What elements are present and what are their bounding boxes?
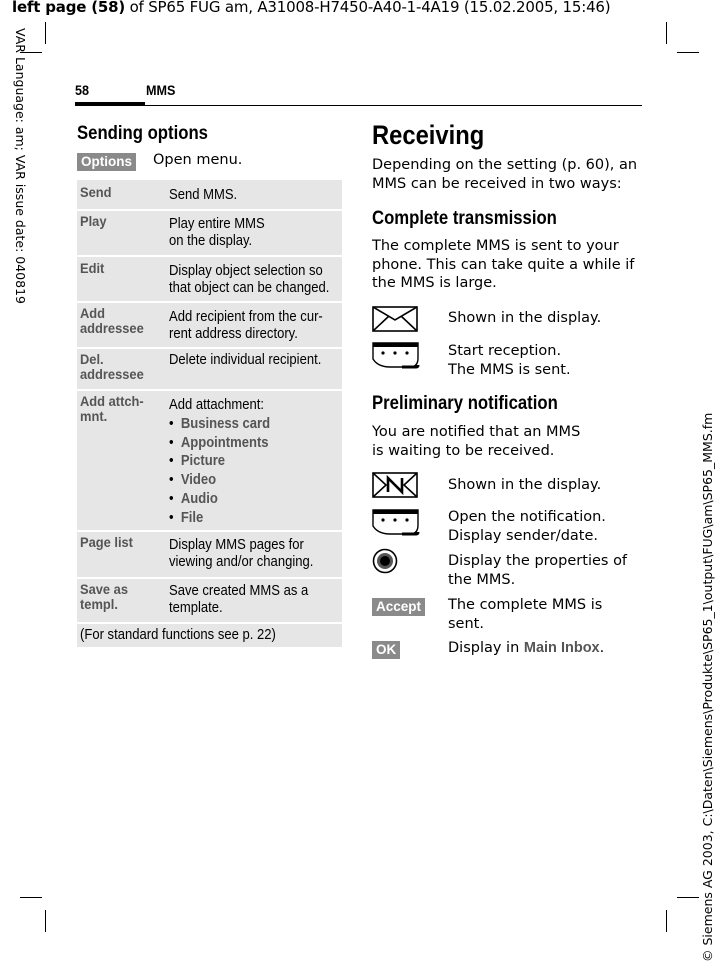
preliminary-item-3-text: Display the properties of the MMS. xyxy=(448,553,628,588)
row-description: Play entire MMS on the display. xyxy=(169,216,265,249)
table-row xyxy=(77,257,342,301)
table-row xyxy=(77,180,342,209)
row-description: Display object selection so that object can be changed. xyxy=(169,263,330,296)
bullet-item: • Picture xyxy=(169,453,226,470)
crop-mark xyxy=(666,22,667,44)
crop-mark xyxy=(45,910,46,932)
row-label: Add attch- mnt. xyxy=(80,393,144,424)
receiving-intro: Depending on the setting (p. 60), an MMS can be received in two ways: xyxy=(372,157,638,192)
receiving-heading: Receiving xyxy=(372,120,485,150)
bullet-item: • Appointments xyxy=(169,434,269,451)
print-header xyxy=(12,0,610,16)
bullet-item: • Business card xyxy=(169,415,271,432)
header-rule xyxy=(75,105,642,106)
call-key-icon xyxy=(372,508,420,536)
preliminary-item-5-text: Display in Main Inbox. xyxy=(448,640,605,656)
row-label: Send xyxy=(80,184,112,200)
print-header-info: of SP65 FUG am, A31008-H7450-A40-1-4A19 (15.02.2005, 15:46) xyxy=(125,0,611,16)
page-number: 58 xyxy=(75,82,90,98)
print-header-page: left page (58) xyxy=(12,0,126,16)
table-footer: (For standard functions see p. 22) xyxy=(77,624,342,647)
table-row xyxy=(77,349,342,389)
row-label: Save as templ. xyxy=(80,581,128,612)
side-note-right: © Siemens AG 2003, C:\Daten\Siemens\Produkte\SP65_1\output\FUG\am\SP65_MMS.fm xyxy=(700,412,715,962)
preliminary-notification-text: You are notified that an MMS is waiting to be received. xyxy=(372,424,581,459)
complete-transmission-text: The complete MMS is sent to your phone. This can take quite a while if the MMS is large. xyxy=(372,238,635,291)
crop-mark xyxy=(45,22,46,44)
bullet-item: • Video xyxy=(169,472,217,489)
options-row xyxy=(77,151,136,171)
complete-item-2-text: Start reception. The MMS is sent. xyxy=(448,343,571,378)
main-inbox-label: Main Inbox xyxy=(523,640,600,656)
row-description: Display MMS pages for viewing and/or changing. xyxy=(169,537,314,570)
sending-options-heading: Sending options xyxy=(77,123,208,144)
control-key-icon xyxy=(372,548,398,574)
row-label: Add addressee xyxy=(80,305,144,336)
crop-mark xyxy=(666,910,667,932)
bullet-item: • File xyxy=(169,509,204,526)
table-row xyxy=(77,532,342,577)
crop-mark xyxy=(677,52,699,53)
row-description: Save created MMS as a template. xyxy=(169,583,309,616)
complete-item-1-text: Shown in the display. xyxy=(448,310,602,326)
complete-transmission-heading: Complete transmission xyxy=(372,208,557,229)
crop-mark xyxy=(677,897,699,898)
call-key-icon xyxy=(372,341,420,369)
bullet-item: • Audio xyxy=(169,490,218,507)
preliminary-item-2-text: Open the notification. Display sender/date. xyxy=(448,509,606,544)
table-row xyxy=(77,211,342,255)
notification-envelope-icon xyxy=(372,472,418,498)
table-row xyxy=(77,579,342,622)
envelope-icon xyxy=(372,306,418,332)
row-label: Edit xyxy=(80,260,105,276)
table-row xyxy=(77,303,342,347)
row-label: Del. addressee xyxy=(80,351,144,382)
row-description: Delete individual recipient. xyxy=(169,352,322,368)
preliminary-item-4-text: The complete MMS is sent. xyxy=(448,597,603,632)
row-description: Add attachment: • Business card • Appointments • Picture • Video • Audio • File xyxy=(169,396,340,528)
accept-softkey[interactable]: Accept xyxy=(372,598,425,616)
row-label: Page list xyxy=(80,534,133,550)
options-text: Open menu. xyxy=(153,152,243,168)
row-description: Add recipient from the cur- rent address directory. xyxy=(169,309,323,342)
table-row xyxy=(77,391,342,530)
preliminary-notification-heading: Preliminary notification xyxy=(372,393,558,414)
ok-softkey[interactable]: OK xyxy=(372,641,400,659)
side-note-left: VAR Language: am; VAR issue date: 040819 xyxy=(13,28,28,304)
row-label: Play xyxy=(80,213,107,229)
preliminary-item-1-text: Shown in the display. xyxy=(448,477,602,493)
accept-key-wrap xyxy=(372,596,425,616)
row-description: Send MMS. xyxy=(169,187,238,203)
crop-mark xyxy=(20,897,42,898)
options-softkey[interactable]: Options xyxy=(77,153,136,171)
section-title: MMS xyxy=(146,82,176,98)
ok-key-wrap xyxy=(372,639,400,659)
